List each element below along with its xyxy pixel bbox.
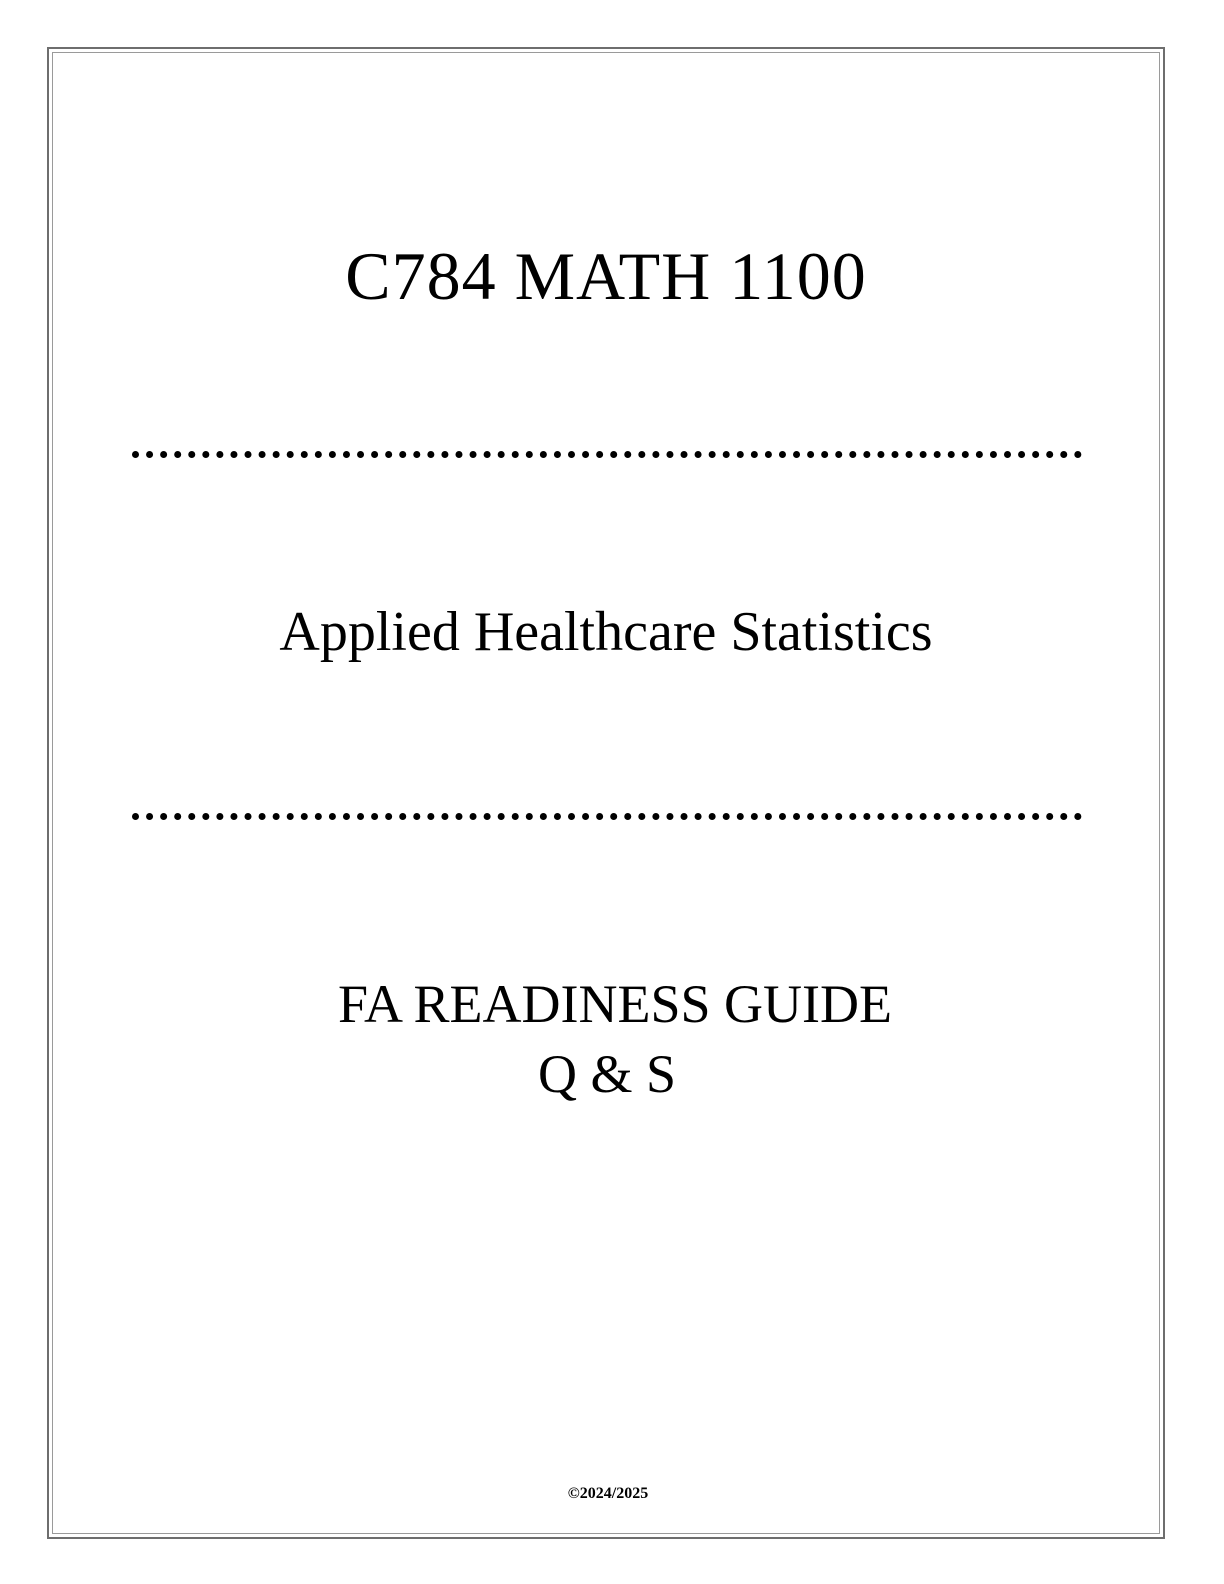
subject-title: Applied Healthcare Statistics bbox=[279, 601, 933, 663]
guide-title: FA READINESS GUIDE bbox=[337, 974, 893, 1034]
copyright-notice: ©2024/2025 bbox=[567, 1485, 649, 1502]
dotted-divider-top bbox=[132, 451, 1082, 458]
guide-subtitle: Q & S bbox=[537, 1044, 677, 1104]
dotted-divider-bottom bbox=[132, 813, 1082, 820]
course-title: C784 MATH 1100 bbox=[345, 238, 867, 314]
